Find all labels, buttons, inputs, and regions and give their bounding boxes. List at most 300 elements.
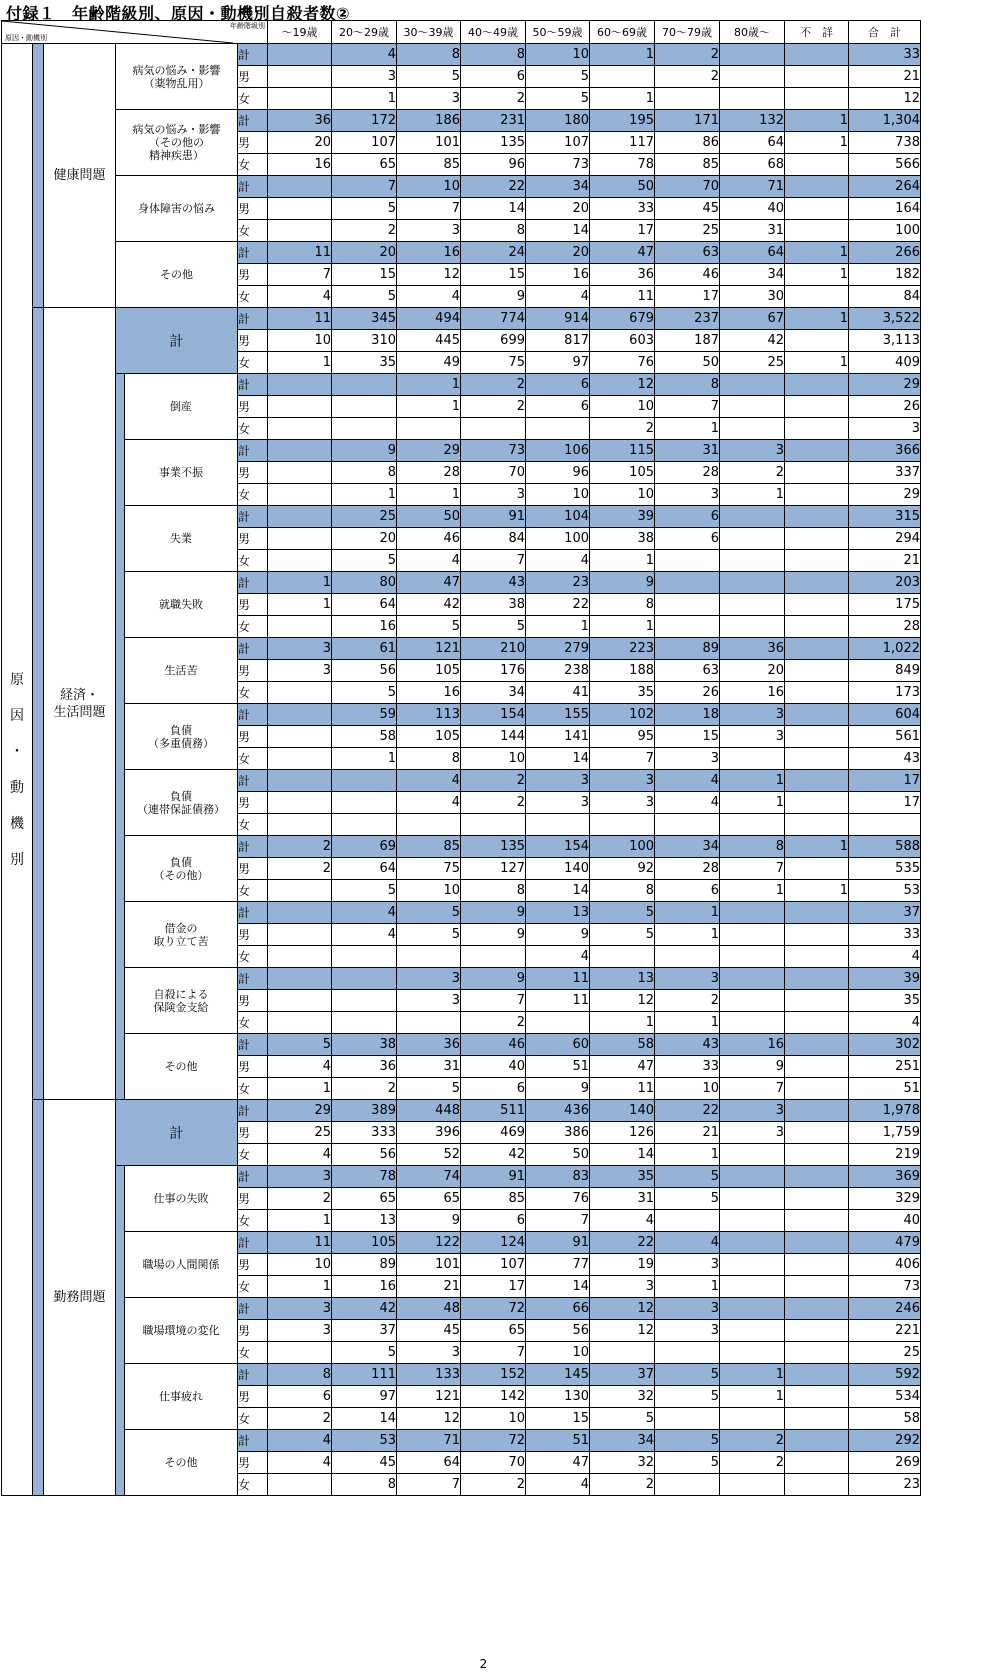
value-cell: 66: [526, 1298, 590, 1320]
group-label: 勤務問題: [44, 1100, 116, 1496]
value-cell: [785, 1452, 849, 1474]
value-cell: 4: [268, 1430, 332, 1452]
value-cell: 223: [590, 638, 655, 660]
value-cell: 35: [332, 352, 397, 374]
value-cell: 9: [526, 924, 590, 946]
value-cell: 58: [590, 1034, 655, 1056]
value-cell: 8: [268, 1364, 332, 1386]
value-cell: 121: [397, 638, 461, 660]
value-cell: [785, 1144, 849, 1166]
value-cell: 7: [526, 1210, 590, 1232]
value-cell: 107: [461, 1254, 526, 1276]
value-cell: 10: [590, 396, 655, 418]
value-cell: 5: [655, 1430, 720, 1452]
value-cell: 28: [397, 462, 461, 484]
value-cell: 20: [332, 528, 397, 550]
value-cell: 1: [268, 1276, 332, 1298]
value-cell: 40: [461, 1056, 526, 1078]
subtotal-label: 計: [116, 308, 238, 374]
value-cell: 51: [526, 1056, 590, 1078]
value-cell: [720, 418, 785, 440]
value-cell: 5: [590, 902, 655, 924]
value-cell: 35: [849, 990, 921, 1012]
value-cell: [655, 594, 720, 616]
value-cell: 315: [849, 506, 921, 528]
value-cell: [785, 968, 849, 990]
value-cell: 21: [397, 1276, 461, 1298]
value-cell: 71: [720, 176, 785, 198]
sex-label: 計: [238, 308, 268, 330]
subtotal-row: [2, 1100, 921, 1122]
value-cell: 89: [655, 638, 720, 660]
value-cell: [785, 638, 849, 660]
group-bar: [33, 1100, 44, 1496]
value-cell: [785, 990, 849, 1012]
value-cell: 6: [655, 880, 720, 902]
value-cell: 101: [397, 1254, 461, 1276]
value-cell: 9: [332, 440, 397, 462]
value-cell: [397, 814, 461, 836]
sex-label: 男: [238, 1386, 268, 1408]
value-cell: 1: [526, 616, 590, 638]
value-cell: [785, 1474, 849, 1496]
value-cell: 28: [849, 616, 921, 638]
value-cell: 1: [785, 264, 849, 286]
value-cell: 12: [590, 1298, 655, 1320]
value-cell: 409: [849, 352, 921, 374]
value-cell: 33: [849, 924, 921, 946]
value-cell: 2: [461, 374, 526, 396]
value-cell: 4: [397, 286, 461, 308]
value-cell: 69: [332, 836, 397, 858]
value-cell: 15: [526, 1408, 590, 1430]
value-cell: 15: [332, 264, 397, 286]
value-cell: 6: [655, 528, 720, 550]
value-cell: 50: [655, 352, 720, 374]
value-cell: 1: [785, 242, 849, 264]
value-cell: 3: [268, 1298, 332, 1320]
value-cell: 2: [461, 396, 526, 418]
value-cell: [785, 88, 849, 110]
value-cell: 1: [268, 1078, 332, 1100]
value-cell: [526, 814, 590, 836]
value-cell: 21: [849, 66, 921, 88]
reason-label: 生活苦: [125, 638, 238, 704]
sex-label: 男: [238, 1188, 268, 1210]
value-cell: 22: [461, 176, 526, 198]
value-cell: [461, 814, 526, 836]
value-cell: 51: [526, 1430, 590, 1452]
value-cell: 6: [461, 1078, 526, 1100]
value-cell: [720, 550, 785, 572]
value-cell: 1: [720, 484, 785, 506]
value-cell: 39: [849, 968, 921, 990]
value-cell: [720, 616, 785, 638]
value-cell: [720, 1320, 785, 1342]
value-cell: 32: [590, 1452, 655, 1474]
value-cell: [720, 66, 785, 88]
value-cell: 132: [720, 110, 785, 132]
value-cell: [720, 946, 785, 968]
value-cell: 126: [590, 1122, 655, 1144]
value-cell: [785, 748, 849, 770]
value-cell: 47: [397, 572, 461, 594]
sex-label: 女: [238, 550, 268, 572]
value-cell: 154: [461, 704, 526, 726]
value-cell: [332, 990, 397, 1012]
value-cell: 3: [526, 792, 590, 814]
sex-label: 計: [238, 440, 268, 462]
reason-bar: [116, 374, 125, 1100]
reason-label: 失業: [125, 506, 238, 572]
value-cell: 186: [397, 110, 461, 132]
value-cell: 75: [461, 352, 526, 374]
value-cell: [268, 704, 332, 726]
subtotal-row: [2, 308, 921, 330]
value-cell: [720, 748, 785, 770]
value-cell: 73: [849, 1276, 921, 1298]
value-cell: 37: [590, 1364, 655, 1386]
value-cell: 58: [849, 1408, 921, 1430]
value-cell: 187: [655, 330, 720, 352]
value-cell: 53: [849, 880, 921, 902]
value-cell: [268, 462, 332, 484]
sex-label: 女: [238, 1276, 268, 1298]
value-cell: 97: [332, 1386, 397, 1408]
value-cell: [785, 1188, 849, 1210]
value-cell: [332, 770, 397, 792]
column-header: ～19歳: [268, 21, 332, 44]
corner-age-label: 年齢階級別: [230, 22, 265, 30]
sex-label: 計: [238, 1430, 268, 1452]
value-cell: 182: [849, 264, 921, 286]
value-cell: 25: [332, 506, 397, 528]
value-cell: 5: [332, 880, 397, 902]
value-cell: [268, 484, 332, 506]
value-cell: 604: [849, 704, 921, 726]
value-cell: 3: [655, 1320, 720, 1342]
value-cell: 173: [849, 682, 921, 704]
value-cell: 64: [720, 132, 785, 154]
value-cell: 29: [397, 440, 461, 462]
value-cell: 11: [268, 242, 332, 264]
value-cell: 11: [526, 990, 590, 1012]
value-cell: 3: [526, 770, 590, 792]
reason-label: 借金の 取り立て苦: [125, 902, 238, 968]
value-cell: [655, 1408, 720, 1430]
value-cell: 396: [397, 1122, 461, 1144]
sex-label: 男: [238, 330, 268, 352]
value-cell: 84: [849, 286, 921, 308]
value-cell: 4: [526, 286, 590, 308]
column-header: 40～49歳: [461, 21, 526, 44]
value-cell: 122: [397, 1232, 461, 1254]
value-cell: 20: [332, 242, 397, 264]
value-cell: 29: [849, 374, 921, 396]
value-cell: 469: [461, 1122, 526, 1144]
value-cell: 3: [655, 1298, 720, 1320]
value-cell: 100: [590, 836, 655, 858]
value-cell: 40: [720, 198, 785, 220]
sex-label: 計: [238, 242, 268, 264]
value-cell: 20: [268, 132, 332, 154]
value-cell: 2: [268, 858, 332, 880]
value-cell: 1: [590, 616, 655, 638]
value-cell: 47: [590, 242, 655, 264]
value-cell: [785, 1012, 849, 1034]
reason-label: 負債 （その他）: [125, 836, 238, 902]
group-bar: [33, 308, 44, 1100]
value-cell: [268, 990, 332, 1012]
value-cell: 534: [849, 1386, 921, 1408]
value-cell: 46: [397, 528, 461, 550]
value-cell: 1: [655, 1276, 720, 1298]
value-cell: 89: [332, 1254, 397, 1276]
sex-label: 女: [238, 814, 268, 836]
value-cell: 36: [332, 1056, 397, 1078]
sex-label: 計: [238, 44, 268, 66]
value-cell: 1: [720, 792, 785, 814]
value-cell: 10: [526, 484, 590, 506]
value-cell: 107: [526, 132, 590, 154]
sex-label: 女: [238, 220, 268, 242]
value-cell: 738: [849, 132, 921, 154]
value-cell: 8: [655, 374, 720, 396]
value-cell: 16: [332, 616, 397, 638]
value-cell: [590, 1342, 655, 1364]
value-cell: 37: [332, 1320, 397, 1342]
value-cell: 2: [590, 418, 655, 440]
value-cell: 2: [720, 1452, 785, 1474]
value-cell: 12: [849, 88, 921, 110]
page-title: 付録１ 年齢階級別、原因・動機別自殺者数②: [6, 4, 351, 23]
sex-label: 女: [238, 1012, 268, 1034]
value-cell: 13: [590, 968, 655, 990]
sex-label: 女: [238, 1078, 268, 1100]
reason-label: 仕事疲れ: [125, 1364, 238, 1430]
value-cell: 406: [849, 1254, 921, 1276]
value-cell: 38: [590, 528, 655, 550]
value-cell: 29: [268, 1100, 332, 1122]
value-cell: 20: [526, 242, 590, 264]
value-cell: 269: [849, 1452, 921, 1474]
value-cell: 3: [655, 1254, 720, 1276]
value-cell: [655, 946, 720, 968]
value-cell: 171: [655, 110, 720, 132]
value-cell: [268, 946, 332, 968]
value-cell: 117: [590, 132, 655, 154]
value-cell: 144: [461, 726, 526, 748]
value-cell: [720, 1298, 785, 1320]
value-cell: 17: [590, 220, 655, 242]
value-cell: 91: [461, 1166, 526, 1188]
value-cell: 2: [590, 1474, 655, 1496]
value-cell: 6: [268, 1386, 332, 1408]
value-cell: 7: [590, 748, 655, 770]
value-cell: 1: [332, 748, 397, 770]
reason-label: 倒産: [125, 374, 238, 440]
value-cell: 78: [332, 1166, 397, 1188]
value-cell: 188: [590, 660, 655, 682]
column-header: 不 詳: [785, 21, 849, 44]
value-cell: [720, 528, 785, 550]
value-cell: 96: [461, 154, 526, 176]
value-cell: 389: [332, 1100, 397, 1122]
value-cell: 175: [849, 594, 921, 616]
value-cell: [785, 44, 849, 66]
sex-label: 計: [238, 704, 268, 726]
value-cell: 849: [849, 660, 921, 682]
value-cell: 4: [655, 770, 720, 792]
value-cell: [785, 374, 849, 396]
value-cell: 679: [590, 308, 655, 330]
sex-label: 女: [238, 352, 268, 374]
value-cell: 36: [720, 638, 785, 660]
value-cell: 56: [332, 660, 397, 682]
reason-label: 仕事の失敗: [125, 1166, 238, 1232]
value-cell: 3: [268, 638, 332, 660]
value-cell: 141: [526, 726, 590, 748]
reason-bar: [116, 1166, 125, 1496]
value-cell: 101: [397, 132, 461, 154]
value-cell: [720, 1012, 785, 1034]
value-cell: [785, 418, 849, 440]
value-cell: [397, 418, 461, 440]
sex-label: 計: [238, 572, 268, 594]
value-cell: 34: [655, 836, 720, 858]
subtotal-label: 計: [116, 1100, 238, 1166]
sex-label: 計: [238, 902, 268, 924]
value-cell: 6: [655, 506, 720, 528]
value-cell: 4: [849, 1012, 921, 1034]
column-header: 50～59歳: [526, 21, 590, 44]
value-cell: 279: [526, 638, 590, 660]
value-cell: 85: [461, 1188, 526, 1210]
value-cell: [268, 220, 332, 242]
value-cell: 2: [461, 1012, 526, 1034]
value-cell: 5: [655, 1166, 720, 1188]
value-cell: 238: [526, 660, 590, 682]
value-cell: 1: [268, 594, 332, 616]
value-cell: 1: [268, 1210, 332, 1232]
value-cell: 2: [268, 836, 332, 858]
value-cell: 42: [332, 1298, 397, 1320]
value-cell: 9: [397, 1210, 461, 1232]
value-cell: 366: [849, 440, 921, 462]
sex-label: 女: [238, 1408, 268, 1430]
value-cell: [397, 1012, 461, 1034]
value-cell: 140: [526, 858, 590, 880]
value-cell: 105: [590, 462, 655, 484]
value-cell: 95: [590, 726, 655, 748]
value-cell: 21: [655, 1122, 720, 1144]
value-cell: 1: [785, 308, 849, 330]
sex-label: 計: [238, 1100, 268, 1122]
value-cell: [268, 374, 332, 396]
value-cell: 3: [397, 220, 461, 242]
value-cell: 914: [526, 308, 590, 330]
value-cell: 7: [332, 176, 397, 198]
value-cell: [268, 1342, 332, 1364]
group-bar: [33, 44, 44, 308]
value-cell: 22: [590, 1232, 655, 1254]
value-cell: 75: [397, 858, 461, 880]
value-cell: 17: [655, 286, 720, 308]
value-cell: [785, 1320, 849, 1342]
value-cell: 494: [397, 308, 461, 330]
value-cell: 73: [526, 154, 590, 176]
value-cell: 74: [397, 1166, 461, 1188]
value-cell: 2: [655, 990, 720, 1012]
value-cell: 32: [590, 1386, 655, 1408]
value-cell: 63: [655, 242, 720, 264]
value-cell: 10: [397, 176, 461, 198]
value-cell: 4: [655, 792, 720, 814]
value-cell: 2: [461, 770, 526, 792]
value-cell: [785, 220, 849, 242]
value-cell: 30: [720, 286, 785, 308]
value-cell: 1: [655, 1012, 720, 1034]
reason-label: 事業不振: [125, 440, 238, 506]
sex-label: 計: [238, 1298, 268, 1320]
value-cell: [268, 792, 332, 814]
suicide-statistics-table: [1, 20, 921, 1496]
group-label: 経済・ 生活問題: [44, 308, 116, 1100]
value-cell: 2: [332, 220, 397, 242]
sex-label: 男: [238, 462, 268, 484]
value-cell: 3: [590, 1276, 655, 1298]
value-cell: [720, 1408, 785, 1430]
value-cell: 3: [397, 990, 461, 1012]
value-cell: [785, 440, 849, 462]
value-cell: 195: [590, 110, 655, 132]
value-cell: [332, 374, 397, 396]
value-cell: 12: [590, 990, 655, 1012]
value-cell: [268, 550, 332, 572]
value-cell: 5: [655, 1364, 720, 1386]
value-cell: 3,113: [849, 330, 921, 352]
value-cell: [268, 1012, 332, 1034]
sex-label: 女: [238, 154, 268, 176]
value-cell: 10: [461, 1408, 526, 1430]
value-cell: [785, 572, 849, 594]
value-cell: 7: [461, 990, 526, 1012]
value-cell: [268, 902, 332, 924]
value-cell: 4: [590, 1210, 655, 1232]
value-cell: 135: [461, 836, 526, 858]
value-cell: 84: [461, 528, 526, 550]
group-label: 健康問題: [44, 44, 116, 308]
value-cell: [268, 726, 332, 748]
value-cell: 1: [720, 880, 785, 902]
value-cell: 1: [655, 924, 720, 946]
value-cell: 36: [590, 264, 655, 286]
value-cell: 25: [268, 1122, 332, 1144]
value-cell: 6: [461, 66, 526, 88]
value-cell: 15: [655, 726, 720, 748]
value-cell: 63: [655, 660, 720, 682]
value-cell: 1: [785, 880, 849, 902]
value-cell: 145: [526, 1364, 590, 1386]
value-cell: 31: [590, 1188, 655, 1210]
data-row: [2, 638, 921, 660]
reason-label: 負債 （多重債務）: [125, 704, 238, 770]
value-cell: 1: [655, 1144, 720, 1166]
value-cell: 33: [655, 1056, 720, 1078]
value-cell: 3: [268, 1320, 332, 1342]
value-cell: [785, 1210, 849, 1232]
value-cell: 5: [332, 286, 397, 308]
